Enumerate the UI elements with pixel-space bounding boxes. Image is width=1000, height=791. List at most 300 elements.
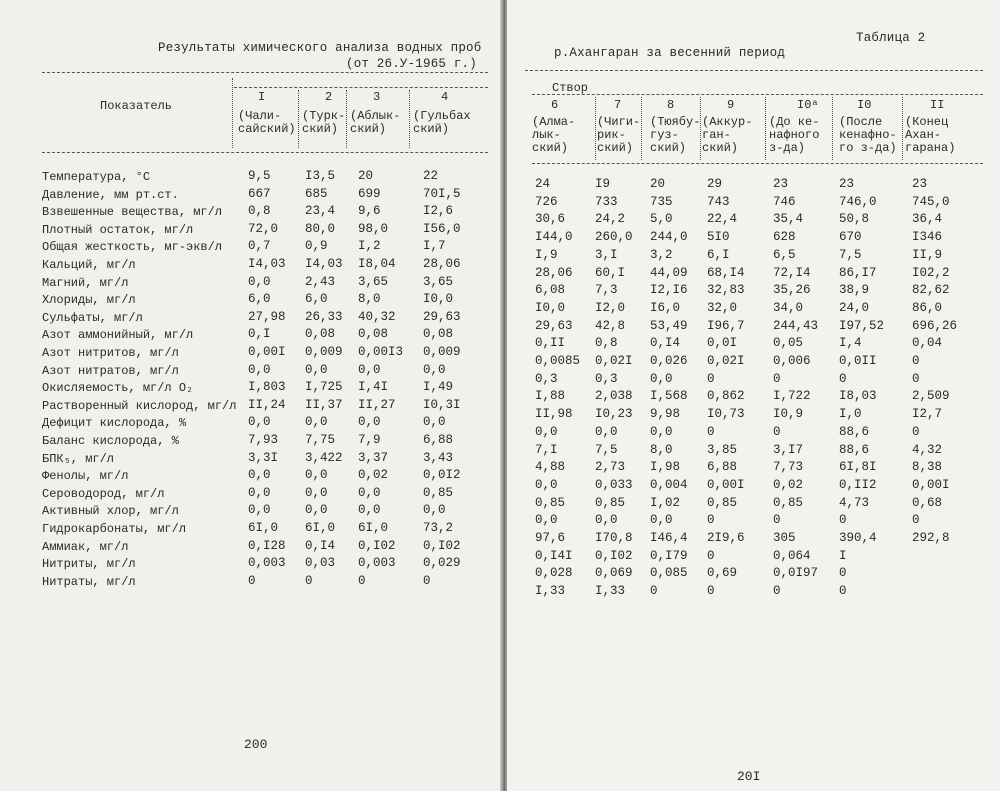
table-cell: I0,73 bbox=[707, 407, 745, 422]
table-cell: I9 bbox=[595, 177, 611, 191]
table-cell: 0,9 bbox=[305, 239, 328, 254]
table-cell: 726 bbox=[535, 194, 558, 209]
table-cell: 20 bbox=[358, 169, 374, 183]
row-label: Нитриты, мг/л bbox=[42, 557, 136, 572]
table-cell: 35,26 bbox=[773, 283, 811, 298]
table-cell: 5I0 bbox=[707, 230, 730, 245]
table-cell: 0 bbox=[707, 513, 715, 528]
table-cell: 24,2 bbox=[595, 212, 626, 227]
table-cell: 8,38 bbox=[912, 460, 943, 475]
table-cell: 2,038 bbox=[595, 389, 633, 404]
table-cell: 0,0 bbox=[305, 415, 328, 430]
table-cell: 0,I4 bbox=[650, 336, 681, 351]
table-cell: I4,03 bbox=[305, 257, 343, 271]
table-cell: 0,0 bbox=[595, 513, 618, 528]
row-label: Давление, мм рт.ст. bbox=[42, 187, 179, 202]
table-cell: 4,73 bbox=[839, 495, 870, 510]
table-cell: I96,7 bbox=[707, 318, 745, 333]
table-cell: 746,0 bbox=[839, 194, 877, 209]
table-cell: 670 bbox=[839, 230, 862, 245]
column-number: I bbox=[258, 90, 266, 104]
row-label: Азот аммонийный, мг/л bbox=[42, 328, 194, 343]
column-divider bbox=[298, 90, 299, 148]
table-cell: 0,026 bbox=[650, 354, 688, 368]
table-cell: I56,0 bbox=[423, 221, 461, 236]
table-cell: 8,0 bbox=[650, 442, 673, 457]
table-cell: 0 bbox=[358, 573, 366, 588]
table-cell: 9,6 bbox=[358, 204, 381, 219]
table-cell: 733 bbox=[595, 194, 618, 209]
table-cell: 0,85 bbox=[773, 495, 804, 510]
table-cell: 7,I bbox=[535, 442, 558, 457]
table-cell: 7,5 bbox=[839, 247, 862, 262]
table-cell: 22 bbox=[423, 169, 439, 183]
row-label: Азот нитратов, мг/л bbox=[42, 363, 179, 378]
table-cell: 0,009 bbox=[423, 345, 461, 359]
table-cell: 0,0 bbox=[423, 415, 446, 430]
table-cell: 0,009 bbox=[305, 345, 343, 359]
table-cell: 6,5 bbox=[773, 247, 796, 262]
table-cell: 0,68 bbox=[912, 495, 943, 510]
table-cell: 88,6 bbox=[839, 442, 870, 457]
table-cell: 0,0 bbox=[535, 513, 558, 528]
table-cell: II,27 bbox=[358, 397, 396, 412]
table-cell: I,49 bbox=[423, 380, 454, 395]
table-cell: 0,003 bbox=[358, 556, 396, 571]
table-cell: 685 bbox=[305, 186, 328, 201]
row-label: Фенолы, мг/л bbox=[42, 469, 129, 484]
stvor-header: Створ bbox=[552, 81, 589, 95]
table-cell: 7,75 bbox=[305, 433, 336, 447]
table-cell: 82,62 bbox=[912, 283, 950, 298]
table-cell: 0,I28 bbox=[248, 538, 286, 553]
table-cell: 0,00I bbox=[248, 345, 286, 359]
header-top-rule bbox=[42, 72, 488, 73]
table-cell: 29,63 bbox=[535, 318, 573, 333]
table-cell: 0 bbox=[248, 573, 256, 588]
table-cell: 7,3 bbox=[595, 283, 618, 298]
column-group-rule bbox=[234, 87, 488, 88]
table-cell: I44,0 bbox=[535, 230, 573, 245]
table-cell: 628 bbox=[773, 230, 796, 245]
table-cell: I8,04 bbox=[358, 257, 396, 271]
table-cell: 0,004 bbox=[650, 477, 688, 492]
table-cell: 0,003 bbox=[248, 556, 286, 571]
table-cell: I,4I bbox=[358, 380, 389, 395]
table-cell: 0,064 bbox=[773, 548, 811, 563]
table-cell: 260,0 bbox=[595, 230, 633, 245]
table-cell: 0,0 bbox=[358, 415, 381, 430]
table-cell: 3,422 bbox=[305, 450, 343, 465]
table-cell: 0,0 bbox=[650, 371, 673, 386]
table-cell: 244,43 bbox=[773, 318, 819, 333]
table-cell: 32,0 bbox=[707, 300, 738, 315]
table-cell: 23 bbox=[773, 177, 789, 191]
page-number-right: 20I bbox=[737, 769, 761, 784]
table-cell: 30,6 bbox=[535, 212, 566, 227]
table-cell: I,02 bbox=[650, 495, 681, 510]
table-cell: 0 bbox=[707, 584, 715, 599]
table-cell: 0,85 bbox=[423, 485, 454, 500]
row-label: Хлориды, мг/л bbox=[42, 293, 136, 308]
row-label: Сероводород, мг/л bbox=[42, 486, 165, 501]
table-cell: 9,98 bbox=[650, 407, 681, 422]
table-cell: 3,43 bbox=[423, 450, 454, 465]
table-label: Таблица 2 bbox=[856, 31, 926, 45]
row-label: Растворенный кислород, мг/л bbox=[42, 398, 237, 413]
table-cell: 44,09 bbox=[650, 265, 688, 280]
table-cell: 0,0 bbox=[248, 415, 271, 430]
right-page bbox=[507, 0, 1000, 791]
table-cell: 696,26 bbox=[912, 318, 958, 333]
table-cell: 72,0 bbox=[248, 221, 279, 236]
table-cell: 60,I bbox=[595, 265, 626, 280]
table-cell: 735 bbox=[650, 194, 673, 209]
column-divider bbox=[641, 97, 642, 160]
table-cell: 6,88 bbox=[423, 433, 454, 447]
column-number: 9 bbox=[727, 98, 735, 112]
table-cell: I3,5 bbox=[305, 169, 336, 183]
table-cell: 0,I02 bbox=[358, 538, 396, 553]
table-cell: 0,862 bbox=[707, 389, 745, 404]
table-cell: 32,83 bbox=[707, 283, 745, 298]
table-cell: 29,63 bbox=[423, 309, 461, 324]
table-cell: 0,029 bbox=[423, 556, 461, 571]
right-header-top-rule bbox=[525, 70, 983, 71]
table-cell: 0,02 bbox=[773, 477, 804, 492]
table-cell: 0,85 bbox=[535, 495, 566, 510]
column-number: 3 bbox=[373, 90, 381, 104]
table-cell: 0,3 bbox=[595, 371, 618, 386]
table-cell: 0,00I bbox=[912, 477, 950, 492]
table-cell: 0,0 bbox=[248, 503, 271, 518]
column-number: I0 bbox=[857, 98, 872, 112]
table-cell: 244,0 bbox=[650, 230, 688, 245]
table-cell: 3,3I bbox=[248, 450, 279, 465]
table-cell: II,9 bbox=[912, 247, 943, 262]
table-cell: I,33 bbox=[595, 584, 626, 599]
table-cell: 0,85 bbox=[707, 495, 738, 510]
stvor-rule bbox=[532, 94, 983, 95]
row-label: БПК₅, мг/л bbox=[42, 451, 115, 466]
column-name: (Чали- сайский) bbox=[238, 109, 296, 136]
table-cell: 3,85 bbox=[707, 442, 738, 457]
table-cell: 68,I4 bbox=[707, 265, 745, 280]
table-cell: 86,0 bbox=[912, 300, 943, 315]
table-cell: 3,37 bbox=[358, 450, 389, 465]
table-cell: 0,0 bbox=[305, 485, 328, 500]
table-cell: 0 bbox=[839, 371, 847, 386]
table-cell: I,4 bbox=[839, 336, 862, 351]
table-cell: 0,0 bbox=[423, 503, 446, 518]
table-cell: I,9 bbox=[535, 247, 558, 262]
table-cell: 0,03 bbox=[305, 556, 336, 571]
table-cell: 24 bbox=[535, 177, 551, 191]
table-cell: 0,028 bbox=[535, 566, 573, 581]
table-cell: 390,4 bbox=[839, 531, 877, 545]
table-cell: 0 bbox=[423, 573, 431, 588]
header-bottom-rule bbox=[42, 152, 488, 153]
row-label: Аммиак, мг/л bbox=[42, 539, 129, 554]
table-cell: I0,0 bbox=[535, 300, 566, 315]
row-label: Температура, °С bbox=[42, 170, 151, 184]
column-divider bbox=[409, 90, 410, 148]
page-number-left: 200 bbox=[244, 737, 268, 752]
table-cell: 0 bbox=[912, 371, 920, 386]
table-cell: 0,02I bbox=[595, 354, 633, 368]
column-divider bbox=[902, 97, 903, 160]
table-cell: 0,0 bbox=[535, 477, 558, 492]
left-title-line1: Результаты химического анализа водных проб bbox=[158, 41, 482, 55]
table-cell: 3,2 bbox=[650, 247, 673, 262]
table-cell: I0,23 bbox=[595, 407, 633, 422]
row-label: Кальций, мг/л bbox=[42, 258, 136, 272]
table-cell: 0,0I bbox=[707, 336, 738, 351]
column-number: 6 bbox=[551, 98, 559, 112]
column-number: 8 bbox=[667, 98, 675, 112]
table-cell: II,24 bbox=[248, 397, 286, 412]
table-cell: 20 bbox=[650, 177, 666, 191]
table-cell: 0,69 bbox=[707, 566, 738, 581]
table-cell: 0,II bbox=[535, 336, 566, 351]
table-cell: 0 bbox=[912, 354, 920, 368]
table-cell: 667 bbox=[248, 186, 271, 201]
column-name: (Турк- ский) bbox=[302, 109, 346, 136]
table-cell: I70,8 bbox=[595, 531, 633, 545]
table-cell: 0,I02 bbox=[595, 548, 633, 563]
table-cell: 7,73 bbox=[773, 460, 804, 475]
column-number: 2 bbox=[325, 90, 333, 104]
table-cell: 38,9 bbox=[839, 283, 870, 298]
table-cell: 0 bbox=[773, 513, 781, 528]
table-cell: 3,I7 bbox=[773, 442, 804, 457]
table-cell: 0,0 bbox=[248, 468, 271, 483]
table-cell: 2,73 bbox=[595, 460, 626, 475]
table-cell: I346 bbox=[912, 230, 943, 245]
table-cell: I,2 bbox=[358, 239, 381, 254]
row-label: Окисляемость, мг/л O₂ bbox=[42, 381, 194, 396]
table-cell: 7,93 bbox=[248, 433, 279, 447]
table-cell: I,0 bbox=[839, 407, 862, 422]
table-cell: 0,II2 bbox=[839, 477, 877, 492]
table-cell: 0,0 bbox=[248, 362, 271, 377]
table-cell: 0,08 bbox=[358, 327, 389, 342]
table-cell: I bbox=[839, 548, 847, 563]
column-name: (После кенафно- го з-да) bbox=[839, 115, 897, 155]
table-cell: 699 bbox=[358, 186, 381, 201]
table-cell: 23 bbox=[839, 177, 855, 191]
row-label: Баланс кислорода, % bbox=[42, 434, 179, 448]
column-divider bbox=[346, 90, 347, 148]
table-cell: 0,7 bbox=[248, 239, 271, 254]
table-cell: I2,I6 bbox=[650, 283, 688, 298]
table-cell: 6I,0 bbox=[248, 521, 279, 535]
column-divider bbox=[832, 97, 833, 160]
table-cell: I,803 bbox=[248, 380, 286, 395]
table-cell: 26,33 bbox=[305, 309, 343, 324]
table-cell: I97,52 bbox=[839, 318, 885, 333]
table-cell: 34,0 bbox=[773, 300, 804, 315]
column-name: (Алма- лык- ский) bbox=[532, 115, 576, 155]
table-cell: I0,3I bbox=[423, 397, 461, 412]
table-cell: 745,0 bbox=[912, 194, 950, 209]
table-cell: 0,I4I bbox=[535, 548, 573, 563]
table-cell: 0 bbox=[773, 424, 781, 439]
table-cell: 73,2 bbox=[423, 521, 454, 535]
table-cell: 0 bbox=[707, 371, 715, 386]
table-cell: 0,00I3 bbox=[358, 345, 404, 359]
table-cell: 0,0 bbox=[305, 503, 328, 518]
table-cell: 0,0 bbox=[650, 513, 673, 528]
column-number: 7 bbox=[614, 98, 622, 112]
table-cell: 0 bbox=[650, 584, 658, 599]
table-cell: I4,03 bbox=[248, 257, 286, 271]
table-cell: 0,033 bbox=[595, 477, 633, 492]
table-cell: 2,509 bbox=[912, 389, 950, 404]
table-cell: 4,88 bbox=[535, 460, 566, 475]
table-cell: 28,06 bbox=[535, 265, 573, 280]
table-cell: 0 bbox=[305, 573, 313, 588]
table-cell: 80,0 bbox=[305, 221, 336, 236]
table-cell: 23 bbox=[912, 177, 928, 191]
column-divider bbox=[765, 97, 766, 160]
row-label: Активный хлор, мг/л bbox=[42, 504, 179, 519]
row-label: Сульфаты, мг/л bbox=[42, 310, 143, 325]
table-cell: I0,9 bbox=[773, 407, 804, 422]
table-cell: 0,0 bbox=[650, 424, 673, 439]
indicator-header: Показатель bbox=[100, 99, 173, 113]
table-cell: 0 bbox=[707, 424, 715, 439]
row-label: Азот нитритов, мг/л bbox=[42, 346, 179, 360]
table-cell: 0 bbox=[773, 584, 781, 599]
table-cell: 2,43 bbox=[305, 274, 336, 289]
table-cell: 0,085 bbox=[650, 566, 688, 581]
column-name: (До ке- нафного з-да) bbox=[769, 115, 820, 155]
table-cell: 5,0 bbox=[650, 212, 673, 227]
table-cell: 0,I bbox=[248, 327, 271, 342]
table-cell: I,88 bbox=[535, 389, 566, 404]
column-divider bbox=[700, 97, 701, 160]
table-cell: 0 bbox=[912, 513, 920, 528]
table-cell: 0,0 bbox=[248, 485, 271, 500]
table-cell: 0,I02 bbox=[423, 538, 461, 553]
table-cell: 305 bbox=[773, 531, 796, 545]
table-cell: 70I,5 bbox=[423, 186, 461, 201]
column-name: (Конец Ахан- гарана) bbox=[905, 115, 956, 155]
table-cell: 24,0 bbox=[839, 300, 870, 315]
table-cell: 0,08 bbox=[423, 327, 454, 342]
table-cell: I,33 bbox=[535, 584, 566, 599]
table-cell: 29 bbox=[707, 177, 723, 191]
table-cell: II,98 bbox=[535, 407, 573, 422]
table-cell: 0,85 bbox=[595, 495, 626, 510]
right-title: р.Ахангаран за весенний период bbox=[554, 46, 786, 60]
table-cell: 0,3 bbox=[535, 371, 558, 386]
table-cell: 6,08 bbox=[535, 283, 566, 298]
table-cell: 0,0 bbox=[358, 362, 381, 377]
table-cell: 7,9 bbox=[358, 433, 381, 447]
table-cell: 0,006 bbox=[773, 354, 811, 368]
table-cell: 3,I bbox=[595, 247, 618, 262]
table-cell: 97,6 bbox=[535, 531, 566, 545]
table-cell: 0,04 bbox=[912, 336, 943, 351]
table-cell: II,37 bbox=[305, 397, 343, 412]
left-title-line2: (от 26.У-1965 г.) bbox=[346, 57, 477, 71]
table-cell: 0,00I bbox=[707, 477, 745, 492]
table-cell: I46,4 bbox=[650, 531, 688, 545]
table-cell: I2,7 bbox=[912, 407, 943, 422]
table-cell: 0 bbox=[839, 566, 847, 581]
row-label: Нитраты, мг/л bbox=[42, 574, 136, 589]
table-cell: 9,5 bbox=[248, 169, 271, 183]
table-cell: 0,8 bbox=[595, 336, 618, 351]
table-cell: 0,02I bbox=[707, 354, 745, 368]
table-cell: 50,8 bbox=[839, 212, 870, 227]
table-cell: 53,49 bbox=[650, 318, 688, 333]
table-cell: 42,8 bbox=[595, 318, 626, 333]
table-cell: 743 bbox=[707, 194, 730, 209]
right-header-bottom-rule bbox=[532, 163, 983, 164]
table-cell: 8,0 bbox=[358, 292, 381, 307]
table-cell: 35,4 bbox=[773, 212, 804, 227]
table-cell: 0,0 bbox=[248, 274, 271, 289]
table-cell: 0 bbox=[839, 513, 847, 528]
table-cell: 0,0I97 bbox=[773, 566, 819, 581]
table-cell: 0,I79 bbox=[650, 548, 688, 563]
table-cell: 6,88 bbox=[707, 460, 738, 475]
table-cell: 0,0II bbox=[839, 354, 877, 368]
table-cell: 0,08 bbox=[305, 327, 336, 342]
table-cell: I,722 bbox=[773, 389, 811, 404]
table-cell: 292,8 bbox=[912, 531, 950, 545]
table-cell: 72,I4 bbox=[773, 265, 811, 280]
row-label: Взвешенные вещества, мг/л bbox=[42, 205, 223, 220]
table-cell: 27,98 bbox=[248, 309, 286, 324]
row-label: Дефицит кислорода, % bbox=[42, 416, 187, 431]
table-cell: 4,32 bbox=[912, 442, 943, 457]
column-number: 4 bbox=[441, 90, 449, 104]
table-cell: 0,0 bbox=[595, 424, 618, 439]
table-cell: 86,I7 bbox=[839, 265, 877, 280]
table-cell: I2,6 bbox=[423, 204, 454, 219]
table-cell: 6,I bbox=[707, 247, 730, 262]
table-cell: 0,069 bbox=[595, 566, 633, 581]
table-cell: 22,4 bbox=[707, 212, 738, 227]
table-cell: 23,4 bbox=[305, 204, 336, 219]
row-label: Общая жесткость, мг-экв/л bbox=[42, 240, 223, 255]
table-cell: 36,4 bbox=[912, 212, 943, 227]
table-cell: 0 bbox=[912, 424, 920, 439]
table-cell: 2I9,6 bbox=[707, 531, 745, 545]
table-cell: 0,0 bbox=[305, 468, 328, 483]
table-cell: 0,0085 bbox=[535, 354, 581, 368]
table-cell: I,98 bbox=[650, 460, 681, 475]
column-name: (Тюябу- гуз- ский) bbox=[650, 115, 701, 155]
column-name: (Аккур- ган- ский) bbox=[702, 115, 753, 155]
table-cell: 6I,0 bbox=[358, 521, 389, 535]
table-cell: 6I,8I bbox=[839, 460, 877, 475]
table-cell: I,568 bbox=[650, 389, 688, 404]
table-cell: I,7 bbox=[423, 239, 446, 254]
table-cell: 0,0 bbox=[305, 362, 328, 377]
column-name: (Аблык- ский) bbox=[350, 109, 401, 136]
table-cell: 6,0 bbox=[305, 292, 328, 307]
header-divider bbox=[232, 78, 233, 148]
table-cell: 0,0 bbox=[535, 424, 558, 439]
table-cell: 0,0 bbox=[358, 503, 381, 518]
table-cell: 0,I4 bbox=[305, 538, 336, 553]
row-label: Гидрокарбонаты, мг/л bbox=[42, 522, 187, 536]
